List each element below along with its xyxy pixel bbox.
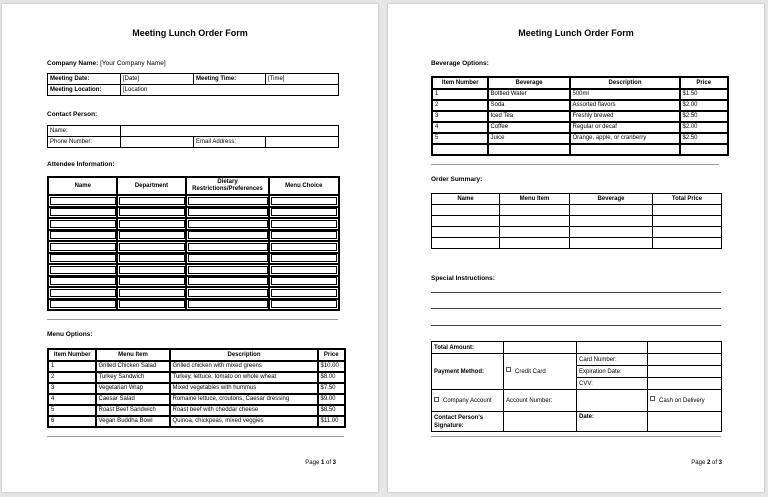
beverage-description: Orange, apple, or cranberry <box>570 133 680 144</box>
menu-item-description: Grilled chicken with mixed greens <box>170 361 318 372</box>
table-cell[interactable] <box>117 264 186 276</box>
menu-item-description: Quinoa, chickpeas, mixed veggies <box>170 416 318 428</box>
cell-box <box>119 289 185 297</box>
expiration-date-label: Expiration Date: <box>577 366 648 378</box>
table-cell[interactable] <box>269 230 339 242</box>
footer-prefix: Page <box>305 460 321 466</box>
cell-box <box>188 266 268 274</box>
expiration-date-field[interactable] <box>648 366 722 378</box>
page-2 <box>388 4 764 492</box>
table-row <box>48 394 345 405</box>
page-footer <box>691 460 722 466</box>
cell-box <box>188 254 268 262</box>
table-row <box>48 287 339 299</box>
beverage-name: Coffee <box>488 122 570 133</box>
table-row <box>432 111 728 122</box>
menu-rows <box>48 361 345 428</box>
table-row <box>432 205 722 216</box>
beverage-price: $2.50 <box>680 133 728 144</box>
table-row <box>48 361 345 372</box>
beverage-name: Juice <box>488 133 570 144</box>
menu-item-description: Roast beef with cheddar cheese <box>170 405 318 416</box>
payment-method-label: Payment Method: <box>432 354 504 390</box>
attendee-header-department: Department <box>117 177 186 195</box>
table-cell[interactable] <box>269 195 339 207</box>
attendee-table <box>47 176 340 311</box>
company-name-label: Company Name: <box>47 60 99 67</box>
card-number-field[interactable] <box>648 354 722 366</box>
page-footer <box>305 460 336 466</box>
table-cell[interactable] <box>432 238 500 249</box>
table-row <box>432 122 728 133</box>
divider <box>431 164 719 165</box>
cell-box <box>50 220 116 228</box>
attendee-heading: Attendee Information: <box>47 161 115 168</box>
table-row <box>48 383 345 394</box>
special-instructions-line[interactable] <box>431 292 721 293</box>
cell-box <box>188 220 268 228</box>
credit-card-label: Credit Card <box>515 368 546 375</box>
table-cell[interactable] <box>117 195 186 207</box>
page-title: Meeting Lunch Order Form <box>518 28 634 38</box>
menu-item-name: Vegetarian Wrap <box>96 383 170 394</box>
table-cell[interactable] <box>186 195 269 207</box>
meeting-location-label: Meeting Location: <box>48 85 121 96</box>
footer-page-number: 2 <box>706 460 711 466</box>
table-cell[interactable] <box>653 205 722 216</box>
table-cell[interactable] <box>432 144 488 155</box>
order-header-name: Name <box>432 194 500 205</box>
cell-box <box>271 220 338 228</box>
special-instructions-line[interactable] <box>431 308 721 309</box>
signature-field[interactable] <box>504 412 577 432</box>
table-row <box>432 89 728 100</box>
menu-header-description: Description <box>170 349 318 361</box>
cell-box <box>119 300 185 308</box>
table-cell[interactable] <box>117 207 186 219</box>
cell-box <box>271 266 338 274</box>
menu-item-number: 3 <box>48 383 96 394</box>
cell-box <box>119 266 185 274</box>
contact-table <box>47 125 339 148</box>
account-number-label: Account Number: <box>504 390 577 412</box>
menu-item-name: Caesar Salad <box>96 394 170 405</box>
menu-item-number: 6 <box>48 416 96 428</box>
cell-box <box>271 300 338 308</box>
table-cell[interactable] <box>570 144 680 155</box>
beverage-price: $2.00 <box>680 122 728 133</box>
cell-box <box>188 289 268 297</box>
table-cell[interactable] <box>269 299 339 311</box>
cash-option[interactable] <box>648 390 722 412</box>
meeting-date-label: Meeting Date: <box>48 74 121 85</box>
beverage-header-description: Description <box>570 77 680 89</box>
table-row <box>432 133 728 144</box>
signature-label: Contact Person's Signature: <box>432 412 504 432</box>
contact-name-label: Name: <box>48 126 121 137</box>
company-account-label: Company Account <box>443 397 492 404</box>
menu-item-number: 1 <box>48 361 96 372</box>
total-amount-field-2[interactable] <box>577 342 648 354</box>
table-cell[interactable] <box>653 238 722 249</box>
table-row <box>48 207 339 219</box>
footer-of: of <box>710 460 719 466</box>
table-cell[interactable] <box>269 241 339 253</box>
menu-item-description: Turkey, lettuce, tomato on whole wheat <box>170 372 318 383</box>
table-cell[interactable] <box>186 207 269 219</box>
table-cell[interactable] <box>117 253 186 265</box>
contact-email-field[interactable] <box>266 137 339 148</box>
table-row <box>48 218 339 230</box>
cell-box <box>50 243 116 251</box>
table-cell[interactable] <box>680 144 728 155</box>
table-row <box>48 195 339 207</box>
table-cell[interactable] <box>432 216 500 227</box>
cell-box <box>50 208 116 216</box>
meeting-info-table <box>47 73 339 96</box>
table-row <box>48 241 339 253</box>
table-row <box>48 264 339 276</box>
special-instructions-line[interactable] <box>431 325 721 326</box>
table-cell[interactable] <box>570 238 653 249</box>
payment-table <box>431 341 722 432</box>
cell-box <box>119 220 185 228</box>
beverage-price: $1.50 <box>680 89 728 100</box>
table-cell[interactable] <box>117 299 186 311</box>
table-row <box>48 230 339 242</box>
cell-box <box>271 197 338 205</box>
table-cell[interactable] <box>500 238 570 249</box>
cell-box <box>119 243 185 251</box>
beverage-item-number: 3 <box>432 111 488 122</box>
menu-item-description: Romaine lettuce, croutons, Caesar dressing <box>170 394 318 405</box>
cell-box <box>119 277 185 285</box>
cell-box <box>271 208 338 216</box>
table-cell[interactable] <box>269 287 339 299</box>
cell-box <box>271 254 338 262</box>
table-cell[interactable] <box>117 230 186 242</box>
footer-page-total: 3 <box>332 460 336 466</box>
beverage-item-number: 5 <box>432 133 488 144</box>
table-cell[interactable] <box>48 264 117 276</box>
table-row <box>48 253 339 265</box>
contact-name-field[interactable] <box>121 126 339 137</box>
footer-page-total: 3 <box>718 460 722 466</box>
cell-box <box>50 254 116 262</box>
cell-box <box>271 243 338 251</box>
table-cell[interactable] <box>186 287 269 299</box>
order-summary-heading: Order Summary: <box>431 176 483 183</box>
cell-box <box>119 254 185 262</box>
menu-header-menu-item: Menu Item <box>96 349 170 361</box>
page-title: Meeting Lunch Order Form <box>132 28 248 38</box>
beverage-header-price: Price <box>680 77 728 89</box>
table-cell[interactable] <box>432 205 500 216</box>
footer-page-number: 1 <box>320 460 325 466</box>
beverage-rows <box>432 89 728 155</box>
cell-box <box>188 197 268 205</box>
table-row <box>48 416 345 428</box>
meeting-time-value[interactable]: [Time] <box>266 74 339 85</box>
table-cell[interactable] <box>488 144 570 155</box>
order-header-beverage: Beverage <box>570 194 653 205</box>
table-row <box>432 144 728 155</box>
table-cell[interactable] <box>48 253 117 265</box>
table-row <box>48 276 339 288</box>
meeting-location-value[interactable]: [Location <box>121 85 339 96</box>
date-field[interactable] <box>648 412 722 432</box>
order-header-total-price: Total Price <box>653 194 722 205</box>
table-row <box>432 227 722 238</box>
table-cell[interactable] <box>570 227 653 238</box>
table-cell[interactable] <box>48 207 117 219</box>
menu-item-price: $11.00 <box>318 416 345 428</box>
table-cell[interactable] <box>269 253 339 265</box>
table-cell[interactable] <box>269 218 339 230</box>
cvv-label: CVV: <box>577 378 648 390</box>
table-cell[interactable] <box>500 227 570 238</box>
table-cell[interactable] <box>186 241 269 253</box>
menu-item-price: $8.50 <box>318 405 345 416</box>
beverage-header-item-number: Item Number <box>432 77 488 89</box>
beverage-heading: Beverage Options: <box>431 60 489 67</box>
table-cell[interactable] <box>48 195 117 207</box>
menu-item-name: Turkey Sandwich <box>96 372 170 383</box>
cvv-field[interactable] <box>648 378 722 390</box>
table-row <box>432 100 728 111</box>
beverage-description: Regular or decaf <box>570 122 680 133</box>
table-cell[interactable] <box>48 230 117 242</box>
cell-box <box>188 208 268 216</box>
table-cell[interactable] <box>48 218 117 230</box>
contact-email-label: Email Address: <box>194 137 266 148</box>
cell-box <box>188 231 268 239</box>
total-amount-field-3[interactable] <box>648 342 722 354</box>
account-number-field[interactable] <box>577 390 648 412</box>
beverage-item-number: 4 <box>432 122 488 133</box>
divider <box>47 319 338 320</box>
page-1 <box>2 4 378 492</box>
cell-box <box>188 243 268 251</box>
beverage-price: $2.00 <box>680 100 728 111</box>
footer-prefix: Page <box>691 460 707 466</box>
table-cell[interactable] <box>186 299 269 311</box>
table-cell[interactable] <box>48 276 117 288</box>
table-cell[interactable] <box>570 205 653 216</box>
table-cell[interactable] <box>48 287 117 299</box>
divider <box>47 436 344 437</box>
menu-item-price: $10.00 <box>318 361 345 372</box>
table-cell[interactable] <box>186 264 269 276</box>
table-cell[interactable] <box>117 287 186 299</box>
beverage-item-number: 2 <box>432 100 488 111</box>
cell-box <box>50 266 116 274</box>
menu-heading: Menu Options: <box>47 331 93 338</box>
checkbox-icon[interactable] <box>506 367 511 372</box>
table-cell[interactable] <box>186 218 269 230</box>
beverage-name: Bottled Water <box>488 89 570 100</box>
contact-phone-label: Phone Number: <box>48 137 121 148</box>
total-amount-label: Total Amount: <box>432 342 504 354</box>
menu-item-name: Grilled Chicken Salad <box>96 361 170 372</box>
beverage-description: 500ml <box>570 89 680 100</box>
cell-box <box>188 300 268 308</box>
menu-item-price: $9.00 <box>318 394 345 405</box>
cell-box <box>119 208 185 216</box>
cell-box <box>119 231 185 239</box>
menu-header-price: Price <box>318 349 345 361</box>
beverage-description: Freshly brewed <box>570 111 680 122</box>
cell-box <box>271 277 338 285</box>
attendee-header-dietary: Dietary Restrictions/Preferences <box>186 177 269 195</box>
menu-item-price: $8.00 <box>318 372 345 383</box>
special-instructions-heading: Special Instructions: <box>431 275 495 282</box>
beverage-price: $2.50 <box>680 111 728 122</box>
beverage-header-beverage: Beverage <box>488 77 570 89</box>
footer-of: of <box>324 460 333 466</box>
beverage-name: Iced Tea <box>488 111 570 122</box>
menu-item-name: Vegan Buddha Bowl <box>96 416 170 428</box>
company-account-option[interactable] <box>432 390 504 412</box>
contact-heading: Contact Person: <box>47 111 98 118</box>
menu-header-item-number: Item Number <box>48 349 96 361</box>
beverage-name: Soda <box>488 100 570 111</box>
total-amount-field[interactable] <box>504 342 577 354</box>
credit-card-option[interactable] <box>504 354 577 390</box>
menu-item-number: 2 <box>48 372 96 383</box>
cell-box <box>271 231 338 239</box>
beverage-item-number: 1 <box>432 89 488 100</box>
menu-table <box>47 348 346 428</box>
table-cell[interactable] <box>432 227 500 238</box>
table-cell[interactable] <box>117 218 186 230</box>
contact-phone-field[interactable] <box>121 137 194 148</box>
table-cell[interactable] <box>269 276 339 288</box>
table-cell[interactable] <box>117 241 186 253</box>
table-cell[interactable] <box>186 253 269 265</box>
cell-box <box>271 289 338 297</box>
table-row <box>432 238 722 249</box>
cell-box <box>119 197 185 205</box>
beverage-description: Assorted flavors <box>570 100 680 111</box>
company-name-line <box>47 60 166 67</box>
table-row <box>48 299 339 311</box>
beverage-table <box>431 76 729 156</box>
table-cell[interactable] <box>48 299 117 311</box>
cell-box <box>50 300 116 308</box>
cell-box <box>50 231 116 239</box>
table-cell[interactable] <box>570 216 653 227</box>
cell-box <box>188 277 268 285</box>
table-row <box>48 405 345 416</box>
table-cell[interactable] <box>269 207 339 219</box>
company-name-value: [Your Company Name] <box>100 60 166 67</box>
card-number-label: Card Number: <box>577 354 648 366</box>
menu-item-number: 5 <box>48 405 96 416</box>
table-row <box>432 216 722 227</box>
cell-box <box>50 197 116 205</box>
menu-item-price: $7.50 <box>318 383 345 394</box>
table-cell[interactable] <box>500 216 570 227</box>
menu-item-number: 4 <box>48 394 96 405</box>
checkbox-icon[interactable] <box>650 396 655 401</box>
order-rows <box>432 205 722 249</box>
order-summary-table <box>431 193 722 249</box>
table-row <box>48 372 345 383</box>
table-cell[interactable] <box>500 205 570 216</box>
table-cell[interactable] <box>269 264 339 276</box>
divider <box>431 436 721 437</box>
table-cell[interactable] <box>186 276 269 288</box>
cash-label: Cash on Delivery <box>659 397 705 404</box>
menu-item-description: Mixed vegetables with hummus <box>170 383 318 394</box>
date-label: Date: <box>577 412 648 432</box>
checkbox-icon[interactable] <box>434 397 439 402</box>
table-cell[interactable] <box>186 230 269 242</box>
order-header-menu-item: Menu Item <box>500 194 570 205</box>
cell-box <box>50 289 116 297</box>
meeting-time-label: Meeting Time: <box>194 74 266 85</box>
table-cell[interactable] <box>653 227 722 238</box>
attendee-header-name: Name <box>48 177 117 195</box>
cell-box <box>50 277 116 285</box>
attendee-header-menu-choice: Menu Choice <box>269 177 339 195</box>
meeting-date-value[interactable]: [Date] <box>121 74 194 85</box>
menu-item-name: Roast Beef Sandwich <box>96 405 170 416</box>
attendee-rows <box>48 195 339 310</box>
table-cell[interactable] <box>653 216 722 227</box>
table-cell[interactable] <box>48 241 117 253</box>
table-cell[interactable] <box>117 276 186 288</box>
